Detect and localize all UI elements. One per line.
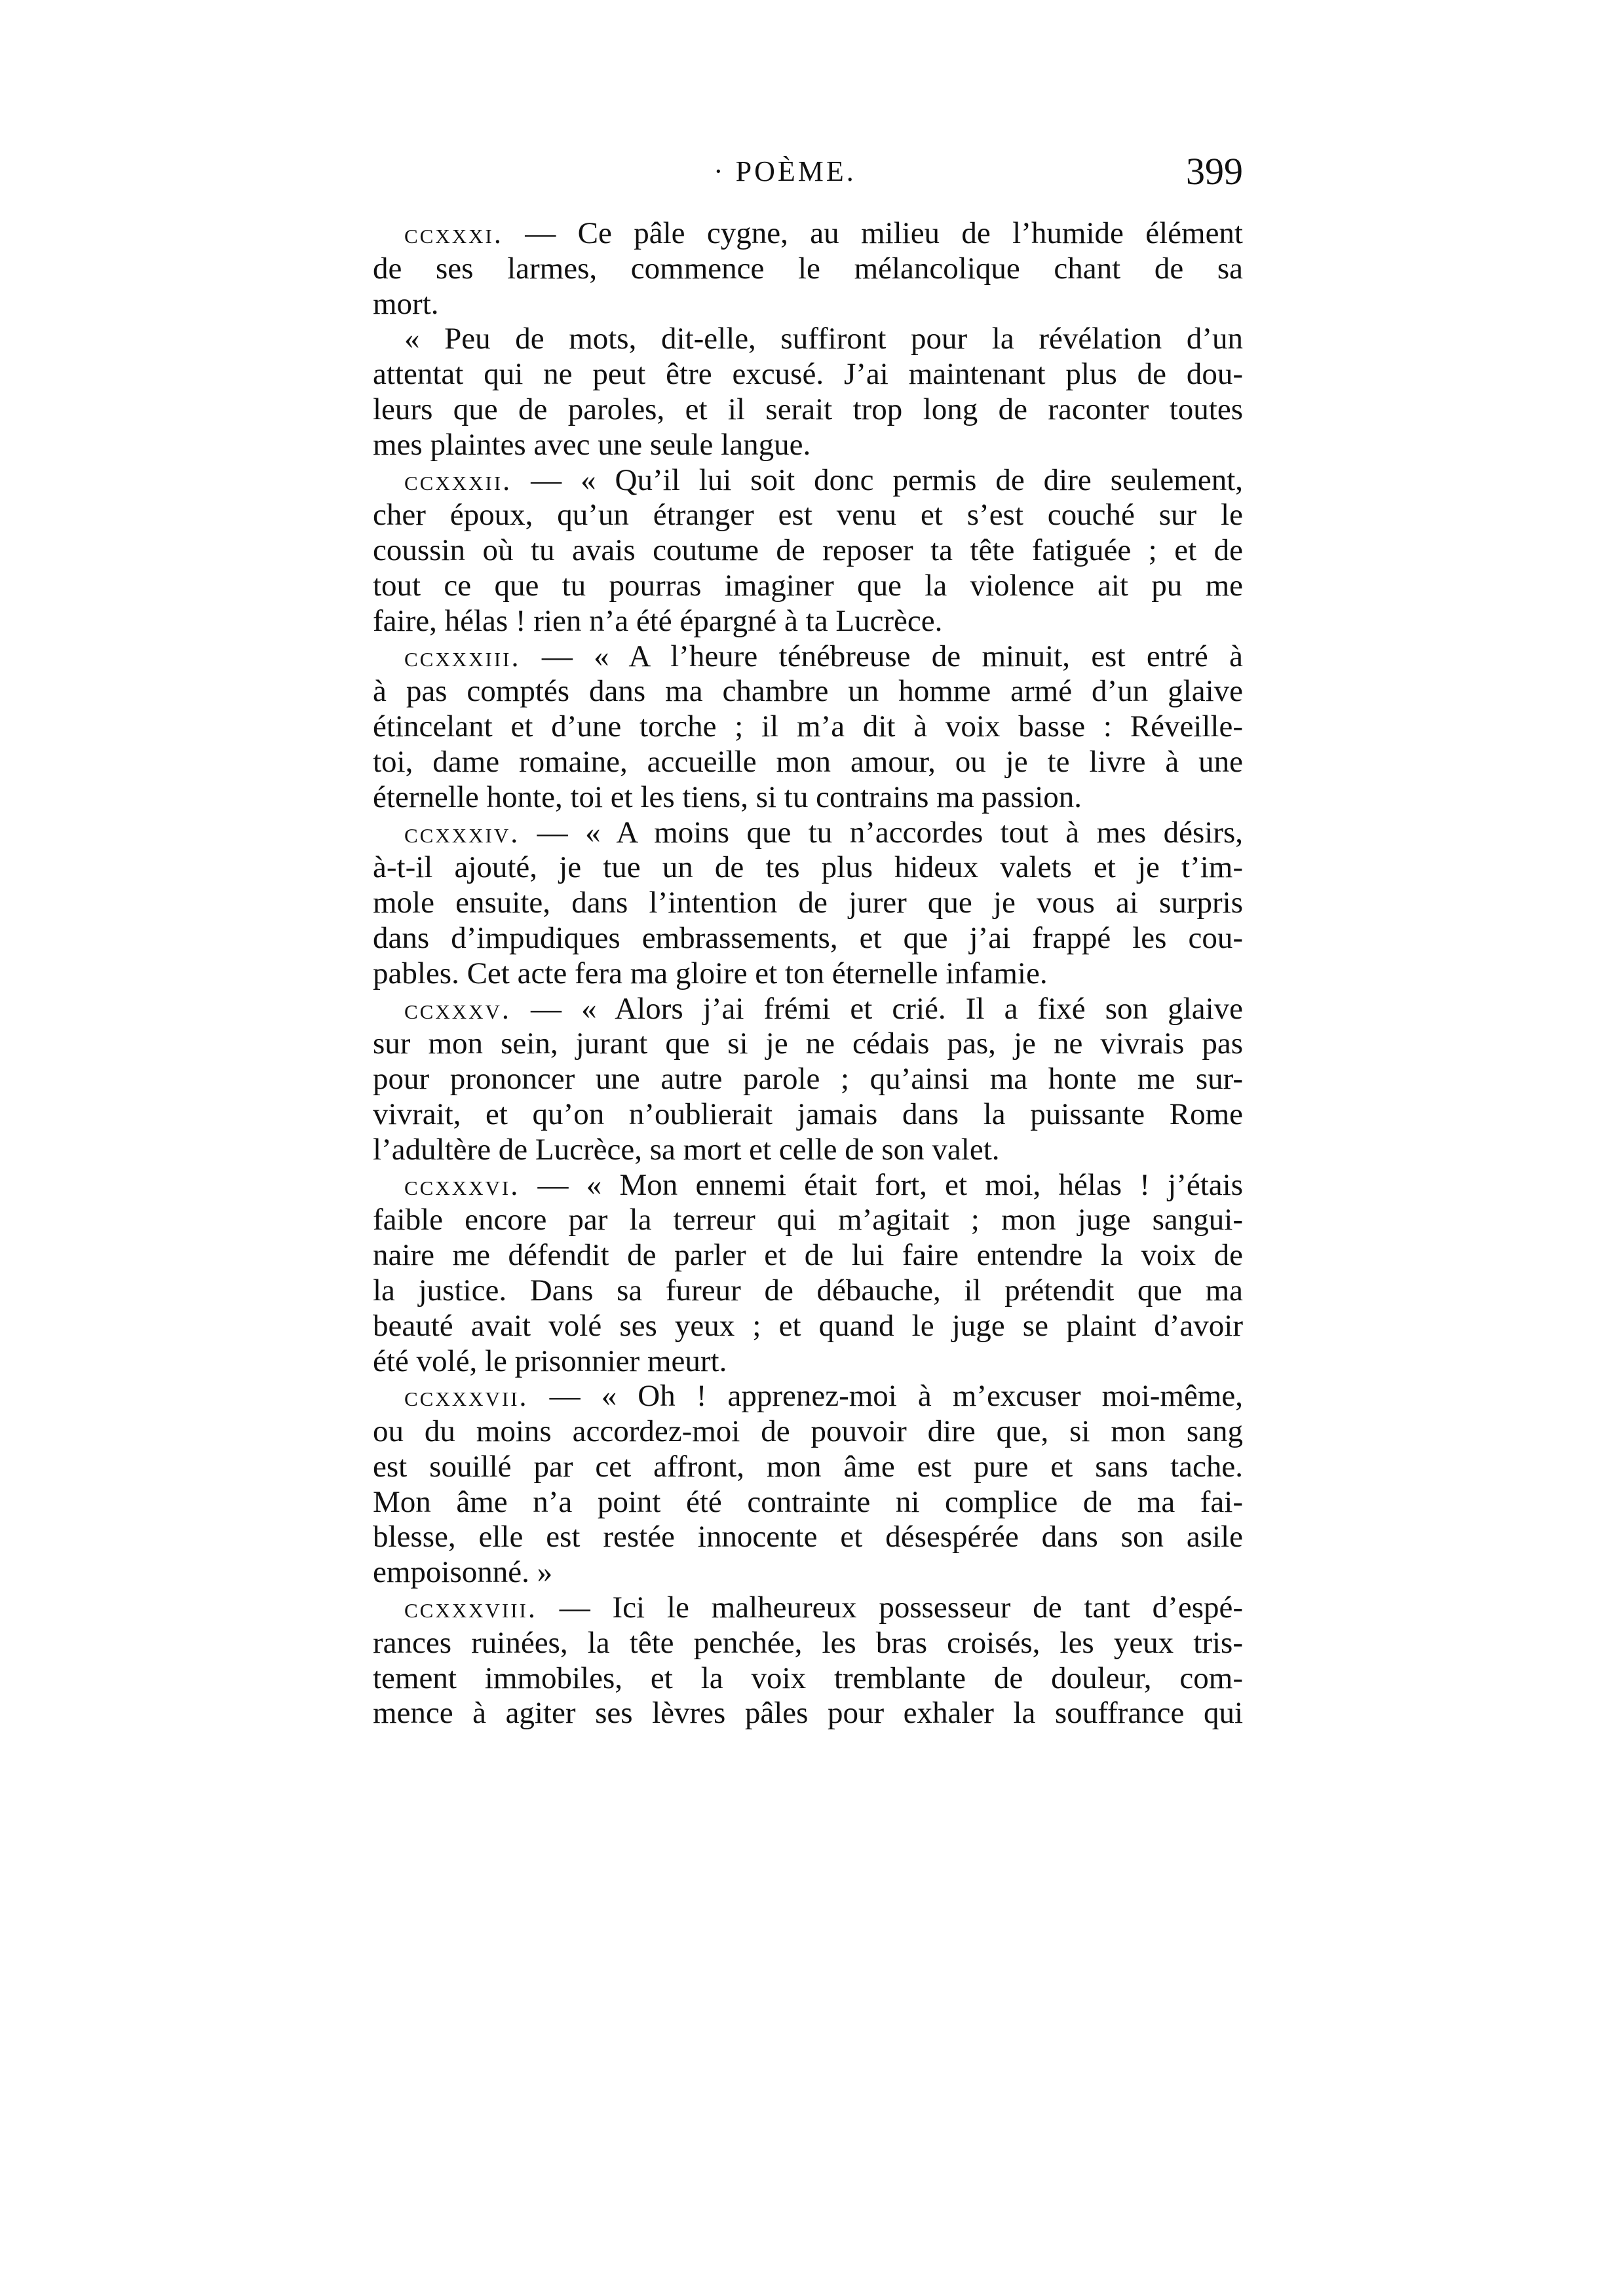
text-line xyxy=(373,1485,1243,1520)
line-text: beauté avait volé ses yeux ; et quand le juge se plaint d’avoir xyxy=(373,1308,1243,1343)
page-body xyxy=(373,216,1243,1731)
stanza-number: ccxxxi. xyxy=(404,217,503,250)
line-text: Mon âme n’a point été contrainte ni complice de ma fai- xyxy=(373,1484,1243,1519)
line-text: la justice. Dans sa fureur de débauche, il prétendit que ma xyxy=(373,1273,1243,1308)
line-text: est souillé par cet affront, mon âme est pure et sans tache. xyxy=(373,1449,1243,1484)
line-text: attentat qui ne peut être excusé. J’ai maintenant plus de dou- xyxy=(373,357,1243,392)
text-line xyxy=(373,1344,1243,1380)
line-text: été volé, le prisonnier meurt. xyxy=(373,1344,727,1378)
stanza-number: ccxxxv. xyxy=(404,992,511,1025)
paragraph xyxy=(373,463,1243,639)
text-line xyxy=(373,709,1243,745)
paragraph xyxy=(373,1590,1243,1731)
line-text: éternelle honte, toi et les tiens, si tu contrains ma passion. xyxy=(373,780,1082,814)
line-text: de ses larmes, commence le mélancolique chant de sa xyxy=(373,251,1243,286)
line-text: naire me défendit de parler et de lui faire entendre la voix de xyxy=(373,1238,1243,1273)
text-line xyxy=(373,1203,1243,1238)
text-line xyxy=(373,1696,1243,1731)
line-text: à pas comptés dans ma chambre un homme armé d’un glaive xyxy=(373,674,1243,709)
text-line xyxy=(373,639,1243,675)
line-text: mes plaintes avec une seule langue. xyxy=(373,427,811,462)
line-text: faible encore par la terreur qui m’agitait ; mon juge sangui- xyxy=(373,1203,1243,1237)
text-line xyxy=(373,216,1243,252)
line-text: coussin où tu avais coutume de reposer ta tête fatiguée ; et de xyxy=(373,533,1243,568)
running-title: · POÈME. xyxy=(714,155,856,187)
line-text: étincelant et d’une torche ; il m’a dit à voix basse : Réveille- xyxy=(373,709,1243,744)
text-line xyxy=(373,816,1243,851)
text-line xyxy=(373,428,1243,463)
text-line xyxy=(373,1168,1243,1203)
text-line xyxy=(373,1414,1243,1450)
text-line xyxy=(373,498,1243,533)
line-text: toi, dame romaine, accueille mon amour, ou je te livre à une xyxy=(373,744,1243,779)
text-line xyxy=(373,604,1243,639)
line-text: — « Mon ennemi était fort, et moi, hélas ! j’étais xyxy=(537,1167,1244,1202)
text-line xyxy=(373,1097,1243,1133)
line-text: — Ici le malheureux possesseur de tant d’espé- xyxy=(559,1590,1243,1625)
stanza-number: ccxxxiv. xyxy=(404,816,520,849)
text-line xyxy=(373,674,1243,709)
line-text: l’adultère de Lucrèce, sa mort et celle de son valet. xyxy=(373,1132,1000,1167)
text-line xyxy=(373,1309,1243,1344)
stanza-number: ccxxxiii. xyxy=(404,640,521,673)
paragraph xyxy=(373,216,1243,322)
stanza-number: ccxxxviii. xyxy=(404,1592,537,1625)
paragraph xyxy=(373,1379,1243,1590)
text-line xyxy=(373,357,1243,392)
text-line xyxy=(373,956,1243,992)
paragraph xyxy=(373,639,1243,816)
line-text: sur mon sein, jurant que si je ne cédais pas, je ne vivrais pas xyxy=(373,1026,1243,1061)
text-line xyxy=(373,1626,1243,1661)
paragraph xyxy=(373,992,1243,1168)
line-text: pables. Cet acte fera ma gloire et ton éternelle infamie. xyxy=(373,956,1048,990)
line-text: — « Alors j’ai frémi et crié. Il a fixé son glaive xyxy=(531,991,1243,1026)
paragraph xyxy=(373,1168,1243,1380)
line-text: — « A moins que tu n’accordes tout à mes désirs, xyxy=(537,815,1243,850)
text-line xyxy=(373,322,1243,357)
line-text: empoisonné. » xyxy=(373,1555,553,1590)
line-text: — Ce pâle cygne, au milieu de l’humide élément xyxy=(525,216,1243,250)
text-line xyxy=(373,886,1243,921)
text-line xyxy=(373,1379,1243,1414)
text-line xyxy=(373,1661,1243,1697)
text-line xyxy=(373,1555,1243,1590)
text-line xyxy=(373,533,1243,569)
text-line xyxy=(373,992,1243,1027)
text-line xyxy=(373,463,1243,499)
line-text: rances ruinées, la tête penchée, les bras croisés, les yeux tris- xyxy=(373,1625,1243,1660)
text-line xyxy=(373,392,1243,428)
paragraph xyxy=(373,816,1243,992)
text-line xyxy=(373,1238,1243,1273)
text-line xyxy=(373,1026,1243,1062)
text-line xyxy=(373,745,1243,780)
line-text: leurs que de paroles, et il serait trop long de raconter toutes xyxy=(373,392,1243,426)
line-text: blesse, elle est restée innocente et désespérée dans son asile xyxy=(373,1520,1243,1554)
text-line xyxy=(373,1520,1243,1555)
line-text: dans d’impudiques embrassements, et que j’ai frappé les cou- xyxy=(373,920,1243,955)
text-line xyxy=(373,1273,1243,1309)
stanza-number: ccxxxvi. xyxy=(404,1169,520,1201)
text-line xyxy=(373,850,1243,886)
line-text: — « Oh ! apprenez-moi à m’excuser moi-même, xyxy=(549,1379,1244,1414)
line-text: pour prononcer une autre parole ; qu’ainsi ma honte me sur- xyxy=(373,1062,1243,1097)
text-line xyxy=(373,252,1243,287)
text-line xyxy=(373,569,1243,604)
line-text: mole ensuite, dans l’intention de jurer que je vous ai surpris xyxy=(373,886,1243,920)
line-text: tement immobiles, et la voix tremblante de douleur, com- xyxy=(373,1661,1243,1695)
line-text: ou du moins accordez-moi de pouvoir dire que, si mon sang xyxy=(373,1414,1243,1449)
line-text: mort. xyxy=(373,286,439,321)
text-line xyxy=(373,921,1243,956)
text-line xyxy=(373,780,1243,816)
page-number: 399 xyxy=(1186,150,1243,193)
page-header xyxy=(373,149,1243,195)
line-text: vivrait, et qu’on n’oublierait jamais dans la puissante Rome xyxy=(373,1097,1243,1131)
line-text: « Peu de mots, dit-elle, suffiront pour la révélation d’un xyxy=(404,322,1243,356)
line-text: — « Qu’il lui soit donc permis de dire seulement, xyxy=(531,462,1244,497)
stanza-number: ccxxxii. xyxy=(404,464,512,497)
line-text: tout ce que tu pourras imaginer que la violence ait pu me xyxy=(373,568,1243,603)
paragraph xyxy=(373,322,1243,462)
line-text: à-t-il ajouté, je tue un de tes plus hideux valets et je t’im- xyxy=(373,850,1243,885)
text-line xyxy=(373,1133,1243,1168)
text-line xyxy=(373,287,1243,322)
line-text: mence à agiter ses lèvres pâles pour exhaler la souffrance qui xyxy=(373,1696,1243,1731)
line-text: cher époux, qu’un étranger est venu et s’est couché sur le xyxy=(373,498,1243,533)
line-text: — « A l’heure ténébreuse de minuit, est entré à xyxy=(541,639,1243,673)
line-text: faire, hélas ! rien n’a été épargné à ta Lucrèce. xyxy=(373,603,943,638)
stanza-number: ccxxxvii. xyxy=(404,1380,529,1413)
text-line xyxy=(373,1062,1243,1097)
text-line xyxy=(373,1450,1243,1485)
text-line xyxy=(373,1590,1243,1626)
